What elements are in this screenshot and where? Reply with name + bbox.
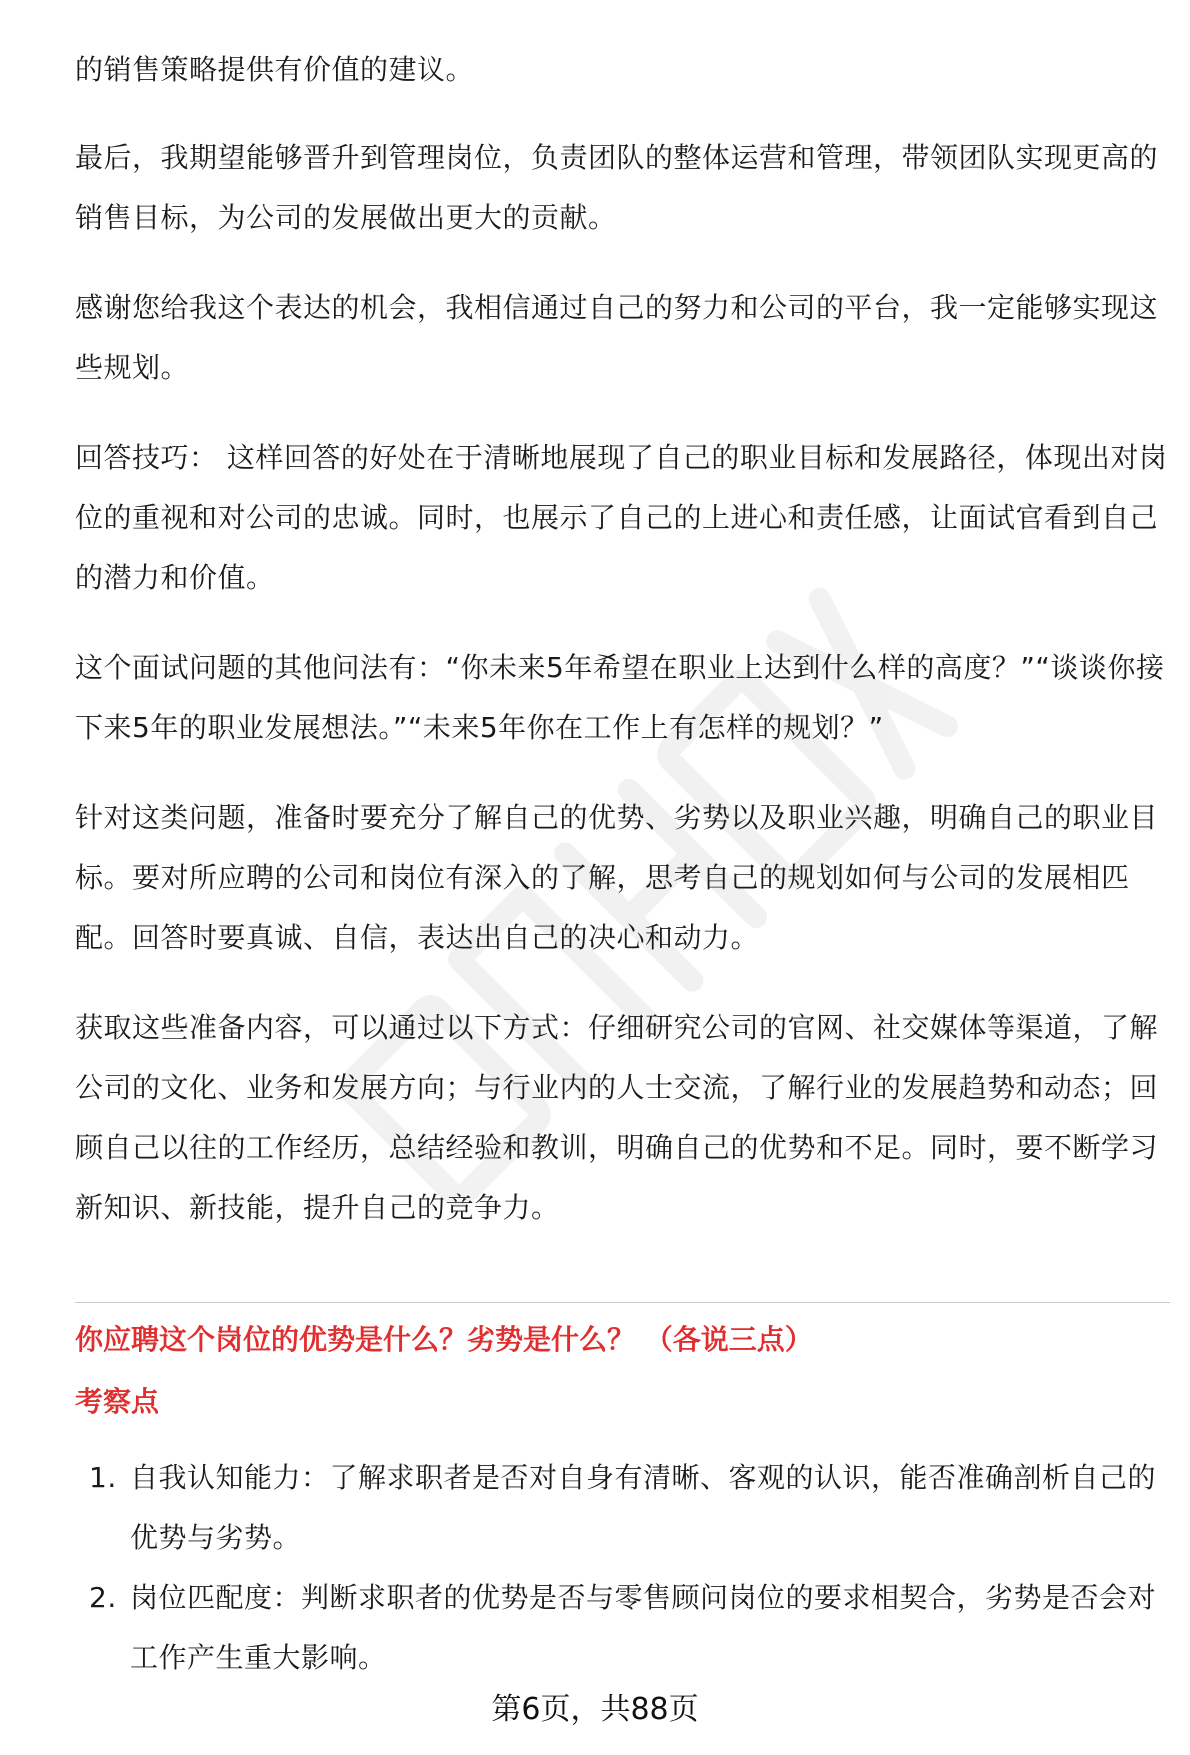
paragraph-preparation: 针对这类问题，准备时要充分了解自己的优势、劣势以及职业兴趣，明确自己的职业目标。要对所应聘的公司和岗位有深入的了解，思考自己的规划如何与公司的发展相匹配。回答时要真诚、自信，表达出自己的决心和动力。 — [75, 801, 1159, 954]
paragraph-alternative-questions: 这个面试问题的其他问法有：“你未来5年希望在职业上达到什么样的高度？”“谈谈你接下来5年的职业发展想法。”“未来5年你在工作上有怎样的规划？” — [75, 651, 1165, 744]
list-item-number: 1. — [89, 1461, 117, 1494]
list-item — [75, 1448, 1170, 1568]
list-item-text: 岗位匹配度：判断求职者的优势是否与零售顾问岗位的要求相契合，劣势是否会对工作产生重大影响。 — [130, 1581, 1157, 1674]
list-item — [75, 1568, 1170, 1688]
paragraph-sales-strategy: 的销售策略提供有价值的建议。 — [75, 53, 475, 86]
paragraph-answer-tips: 回答技巧： 这样回答的好处在于清晰地展现了自己的职业目标和发展路径，体现出对岗位的重视和对公司的忠诚。同时，也展示了自己的上进心和责任感，让面试官看到自己的潜力和价值。 — [75, 441, 1168, 594]
main-content — [75, 40, 1170, 1268]
paragraph-management-goal: 最后，我期望能够晋升到管理岗位，负责团队的整体运营和管理，带领团队实现更高的销售目标，为公司的发展做出更大的贡献。 — [75, 141, 1159, 234]
paragraph-thanks: 感谢您给我这个表达的机会，我相信通过自己的努力和公司的平台，我一定能够实现这些规划。 — [75, 291, 1159, 384]
page-number-footer: 第6页，共88页 — [491, 1692, 699, 1727]
section-label-focus: 考察点 — [75, 1385, 160, 1418]
list-item-text: 自我认知能力：了解求职者是否对自身有清晰、客观的认识，能否准确剖析自己的优势与劣势。 — [130, 1461, 1157, 1554]
section-divider — [75, 1302, 1170, 1303]
paragraph-sources: 获取这些准备内容，可以通过以下方式：仔细研究公司的官网、社交媒体等渠道，了解公司的文化、业务和发展方向；与行业内的人士交流，了解行业的发展趋势和动态；回顾自己以往的工作经历，总结经验和教训，明确自己的优势和不足。同时，要不断学习新知识、新技能，提升自己的竞争力。 — [75, 1011, 1159, 1224]
focus-points-list — [75, 1448, 1170, 1688]
list-item-number: 2. — [89, 1581, 117, 1614]
question-title: 你应聘这个岗位的优势是什么？劣势是什么？ （各说三点） — [75, 1323, 813, 1356]
